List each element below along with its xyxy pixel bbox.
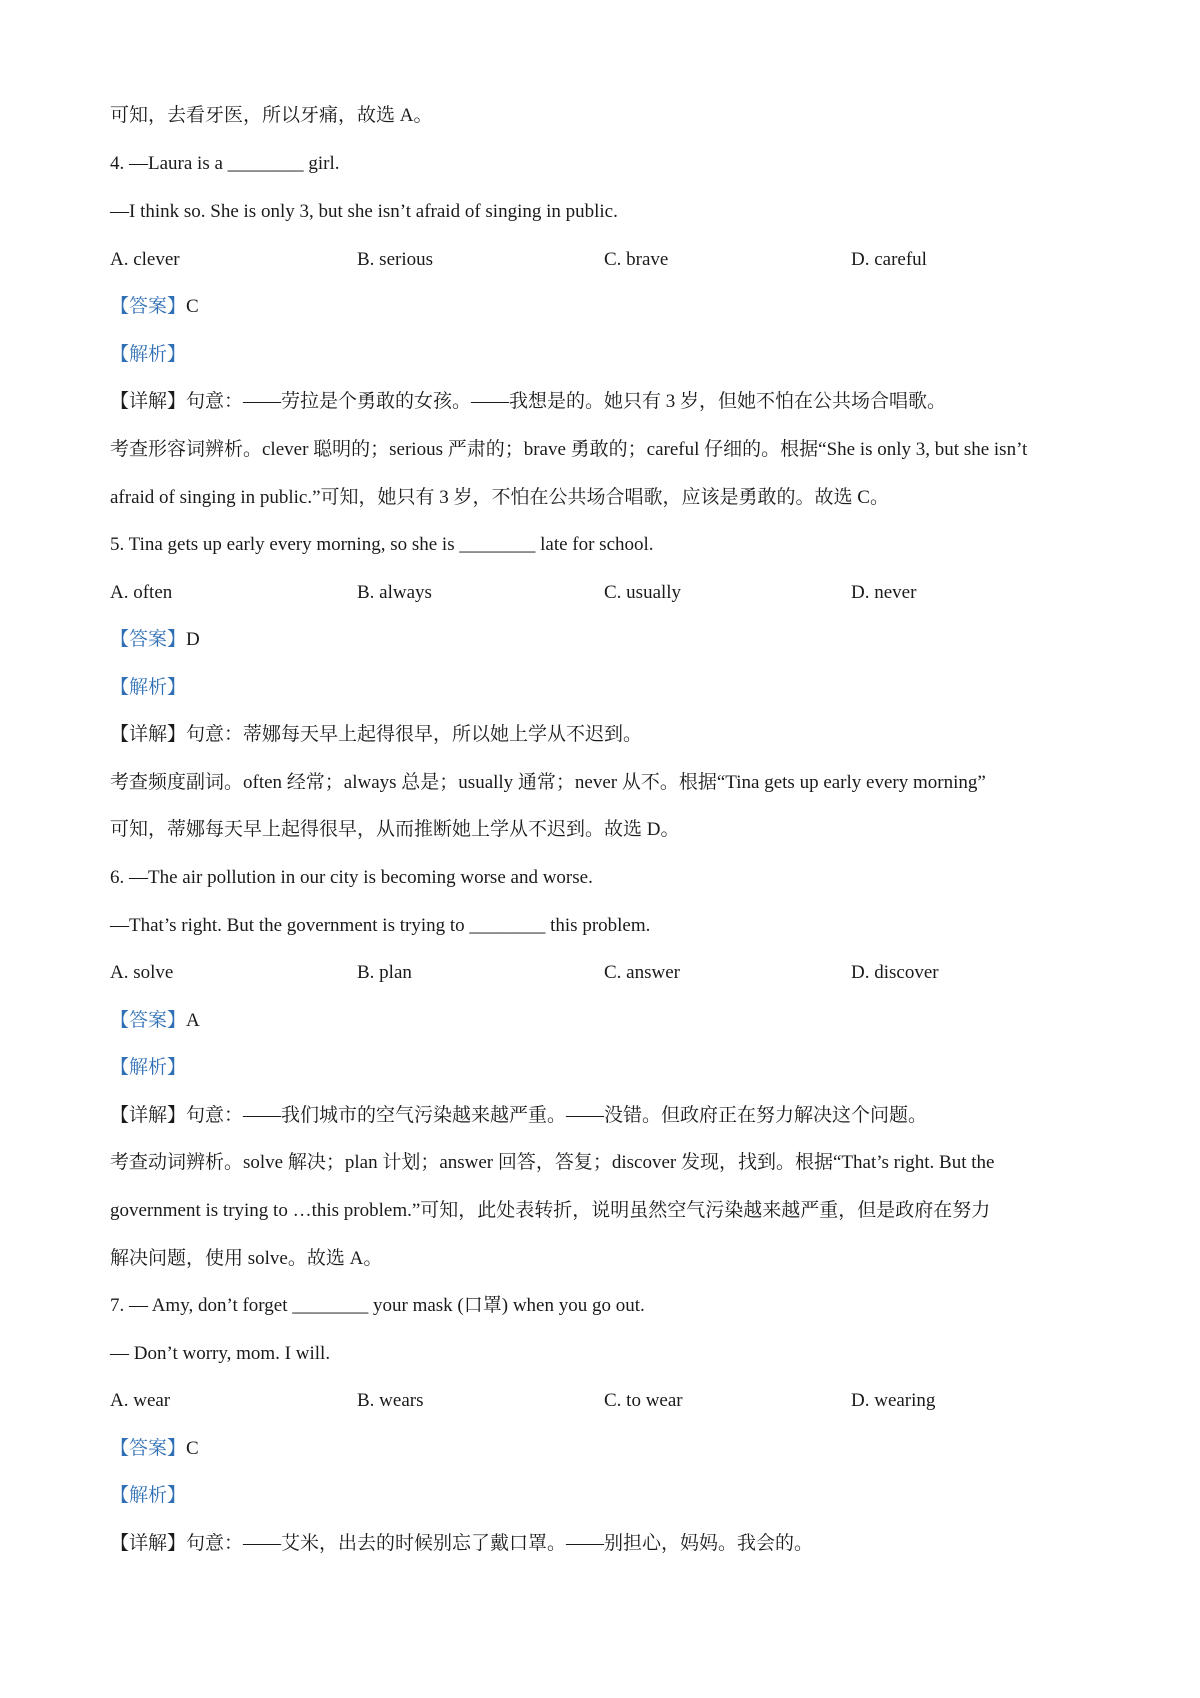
- option-c: C. usually: [604, 582, 682, 603]
- option-c: C. to wear: [604, 1390, 683, 1411]
- answer-label: 【答案】: [110, 296, 187, 317]
- detail-line: 解决问题，使用 solve。故选 A。: [110, 1248, 383, 1269]
- question-stem: 7. — Amy, don’t forget ________ your mask (口罩) when you go out.: [110, 1295, 645, 1316]
- option-a: A. clever: [110, 249, 180, 270]
- option-b: B. serious: [357, 249, 433, 270]
- answer-line: [110, 295, 199, 319]
- option-d: D. wearing: [851, 1390, 936, 1411]
- answer-value: A: [186, 1010, 200, 1031]
- option-c: C. answer: [604, 962, 680, 983]
- detail-line: 【详解】句意：——劳拉是个勇敢的女孩。——我想是的。她只有 3 岁，但她不怕在公共场合唱歌。: [110, 391, 947, 412]
- option-b: B. always: [357, 582, 432, 603]
- question-stem: 4. —Laura is a ________ girl.: [110, 153, 340, 174]
- detail-line: 考查形容词辨析。clever 聪明的；serious 严肃的；brave 勇敢的；careful 仔细的。根据“She is only 3, but she isn’t: [110, 439, 1028, 460]
- answer-label: 【答案】: [110, 1438, 187, 1459]
- option-c: C. brave: [604, 249, 669, 270]
- detail-line: 考查频度副词。often 经常；always 总是；usually 通常；never 从不。根据“Tina gets up early every morning”: [110, 772, 986, 793]
- question-stem: 5. Tina gets up early every morning, so she is ________ late for school.: [110, 534, 654, 555]
- answer-value: C: [186, 1438, 199, 1459]
- detail-line: government is trying to …this problem.”可知，此处表转折，说明虽然空气污染越来越严重，但是政府在努力: [110, 1200, 991, 1221]
- intro-text: 可知，去看牙医，所以牙痛，故选 A。: [110, 105, 433, 126]
- analysis-label: 【解析】: [110, 1057, 187, 1078]
- detail-line: 【详解】句意：——我们城市的空气污染越来越严重。——没错。但政府正在努力解决这个问题。: [110, 1105, 928, 1126]
- analysis-label: 【解析】: [110, 344, 187, 365]
- option-b: B. wears: [357, 1390, 424, 1411]
- answer-line: [110, 1437, 199, 1461]
- detail-line: 【详解】句意：蒂娜每天早上起得很早，所以她上学从不迟到。: [110, 724, 643, 745]
- option-d: D. careful: [851, 249, 927, 270]
- detail-line: 可知，蒂娜每天早上起得很早，从而推断她上学从不迟到。故选 D。: [110, 819, 680, 840]
- question-stem: 6. —The air pollution in our city is becoming worse and worse.: [110, 867, 593, 888]
- answer-line: [110, 1009, 200, 1033]
- answer-value: D: [186, 629, 200, 650]
- option-b: B. plan: [357, 962, 412, 983]
- option-a: A. wear: [110, 1390, 171, 1411]
- option-a: A. often: [110, 582, 173, 603]
- question-stem: —That’s right. But the government is trying to ________ this problem.: [110, 915, 651, 936]
- detail-line: afraid of singing in public.”可知，她只有 3 岁，不怕在公共场合唱歌，应该是勇敢的。故选 C。: [110, 487, 889, 508]
- option-a: A. solve: [110, 962, 174, 983]
- question-stem: —I think so. She is only 3, but she isn’t afraid of singing in public.: [110, 201, 618, 222]
- analysis-label: 【解析】: [110, 1485, 187, 1506]
- answer-label: 【答案】: [110, 629, 187, 650]
- detail-line: 【详解】句意：——艾米，出去的时候别忘了戴口罩。——别担心，妈妈。我会的。: [110, 1533, 814, 1554]
- answer-line: [110, 628, 200, 652]
- option-d: D. discover: [851, 962, 939, 983]
- analysis-label: 【解析】: [110, 677, 187, 698]
- answer-label: 【答案】: [110, 1010, 187, 1031]
- detail-line: 考查动词辨析。solve 解决；plan 计划；answer 回答，答复；discover 发现，找到。根据“That’s right. But the: [110, 1152, 995, 1173]
- answer-value: C: [186, 296, 199, 317]
- question-stem: — Don’t worry, mom. I will.: [110, 1343, 331, 1364]
- option-d: D. never: [851, 582, 917, 603]
